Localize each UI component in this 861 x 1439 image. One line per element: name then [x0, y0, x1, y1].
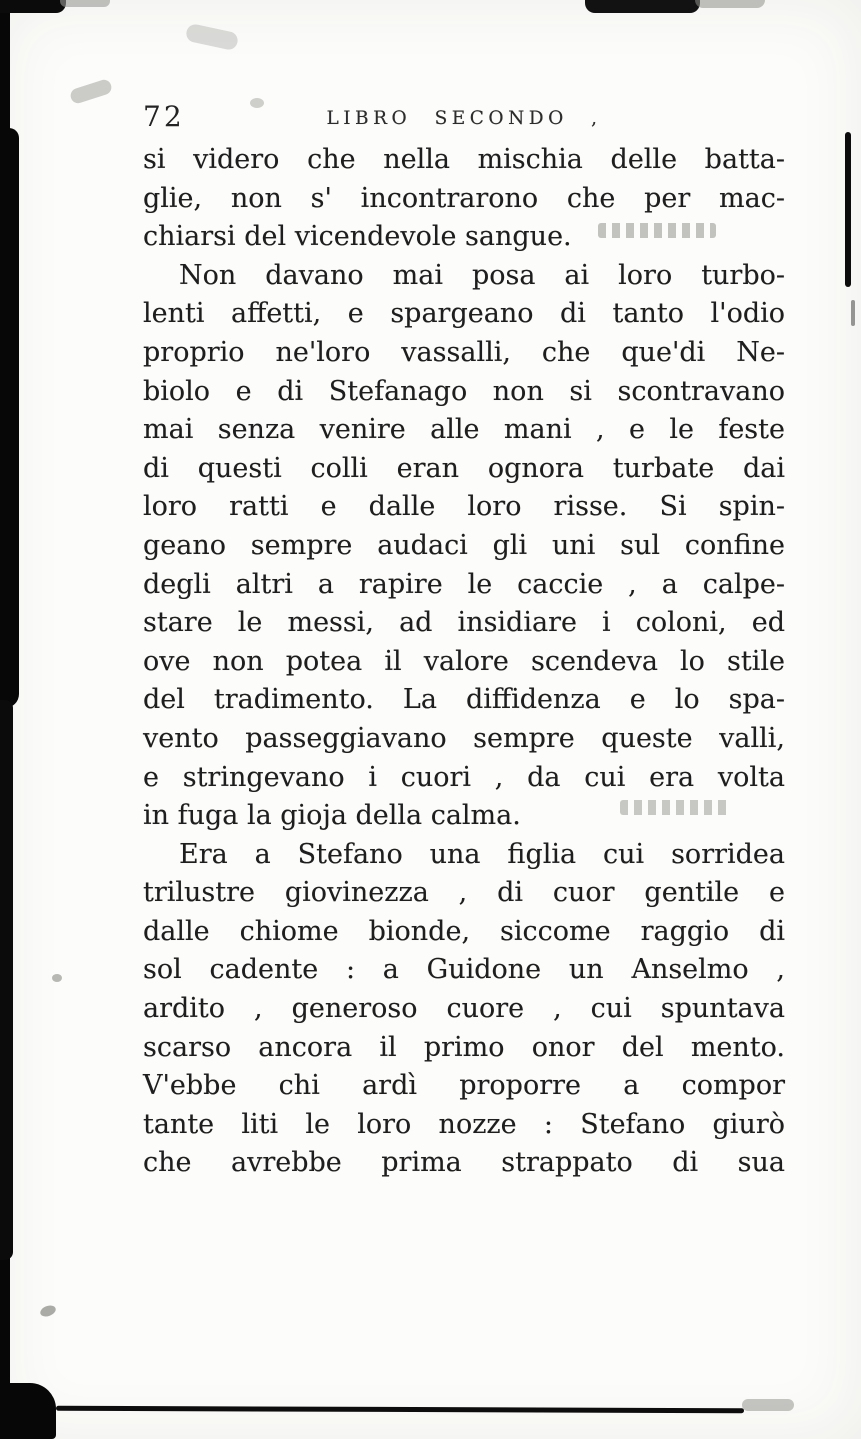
scan-artifact-left-lower	[0, 700, 13, 1260]
scan-artifact-bottom-line	[56, 1406, 744, 1413]
scan-artifact-right-edge-line	[845, 132, 851, 287]
text-line: di questi colli eran ognora turbate dai	[143, 452, 785, 484]
text-line: scarso ancora il primo onor del mento.	[143, 1031, 785, 1063]
text-line: che avrebbe prima strappato di sua	[143, 1147, 785, 1179]
text-line: vento passeggiavano sempre queste valli,	[143, 722, 785, 754]
page-header	[143, 100, 785, 136]
text-line: sol cadente : a Guidone un Anselmo ,	[143, 954, 785, 986]
text-line: geano sempre audaci gli uni sul confine	[143, 529, 785, 561]
text-line: proprio ne'loro vassalli, che que'di Ne-	[143, 336, 785, 368]
scan-artifact-left-edge	[0, 0, 10, 1439]
text-line: loro ratti e dalle loro risse. Si spin-	[143, 491, 785, 523]
text-line: chiarsi del vicendevole sangue.	[143, 221, 572, 253]
scan-artifact-left-bulge	[0, 128, 19, 708]
text-line: tante liti le loro nozze : Stefano giurò	[143, 1108, 785, 1140]
text-line: in fuga la gioja della calma.	[143, 800, 521, 832]
scan-artifact-bottom-right-smudge	[742, 1399, 794, 1411]
scan-artifact-bottom-left-blot	[0, 1383, 56, 1439]
running-title: LIBRO SECONDO ,	[326, 108, 602, 129]
text-line: ove non potea il valore scendeva lo stile	[143, 645, 785, 677]
text-line: V'ebbe chi ardì proporre a compor	[143, 1070, 785, 1102]
text-line: stare le messi, ad insidiare i coloni, ed	[143, 607, 785, 639]
text-line: mai senza venire alle mani , e le feste	[143, 414, 785, 446]
text-line: lenti affetti, e spargeano di tanto l'odio	[143, 298, 785, 330]
text-line: ardito , generoso cuore , cui spuntava	[143, 993, 785, 1025]
scan-artifact-speck	[52, 974, 62, 982]
text-line: dalle chiome bionde, siccome raggio di	[143, 915, 785, 947]
text-line: glie, non s' incontrarono che per mac-	[143, 182, 785, 214]
page-number: 72	[143, 100, 185, 133]
scan-artifact-top-right-smudge	[585, 0, 700, 13]
scan-artifact-pencil-mark	[185, 23, 240, 51]
text-line: del tradimento. La diffidenza e lo spa-	[143, 684, 785, 716]
text-line: Non davano mai posa ai loro turbo-	[179, 259, 785, 291]
scan-artifact-top-right-shadow	[695, 0, 765, 8]
text-line: si videro che nella mischia delle batta-	[143, 144, 785, 175]
text-line: trilustre giovinezza , di cuor gentile e	[143, 877, 785, 909]
text-line: e stringevano i cuori , da cui era volta	[143, 761, 785, 793]
scan-artifact-speck	[39, 1304, 57, 1319]
text-line: degli altri a rapire le caccie , a calpe-	[143, 568, 785, 600]
scan-artifact-top-left-shadow	[60, 0, 110, 7]
text-line: Era a Stefano una figlia cui sorridea	[179, 838, 785, 870]
scan-artifact-right-edge-mark	[851, 300, 855, 326]
scan-artifact-pencil-mark	[69, 78, 114, 105]
scan-artifact-top-left-corner	[0, 0, 66, 13]
page-body-text	[143, 141, 785, 1183]
text-line: biolo e di Stefanago non si scontravano	[143, 375, 785, 407]
